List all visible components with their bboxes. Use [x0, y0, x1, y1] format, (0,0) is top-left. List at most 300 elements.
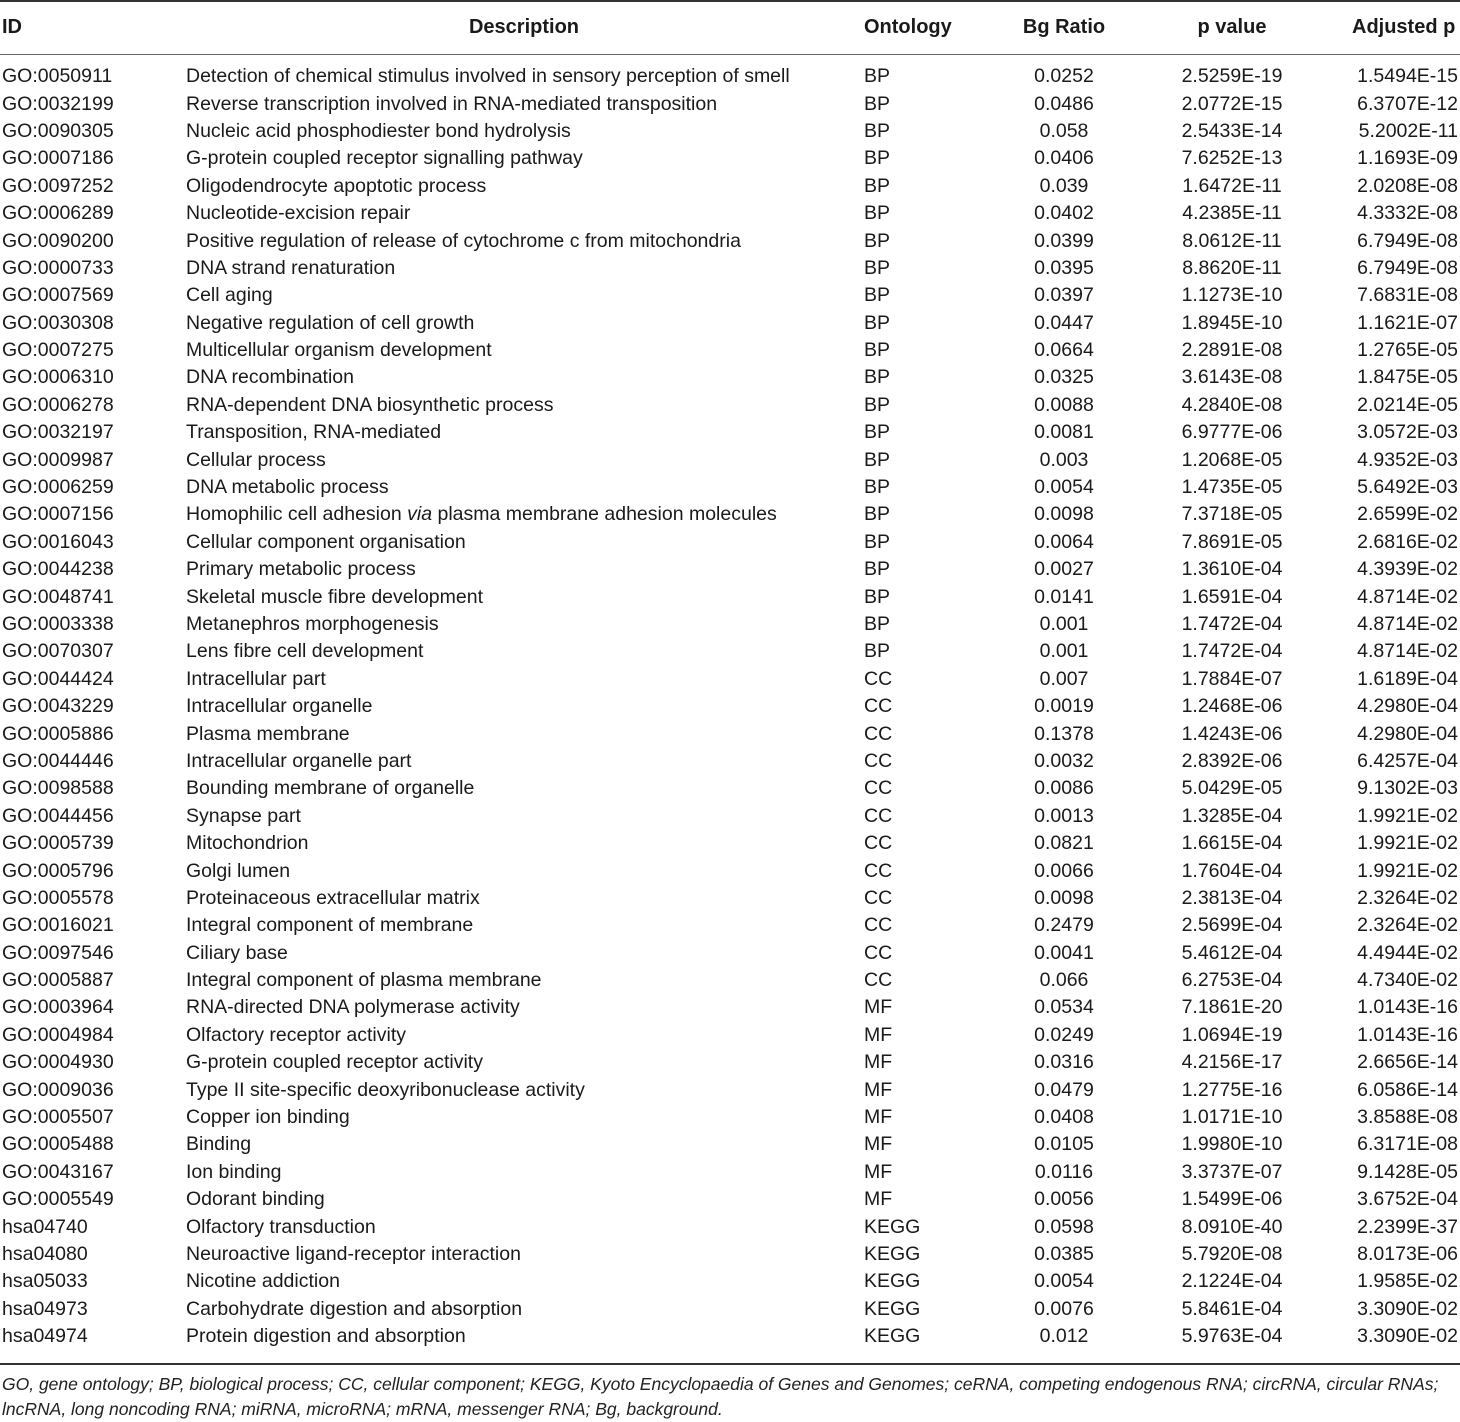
cell-bg-ratio: 0.0088	[1034, 393, 1094, 416]
cell-id: GO:0007186	[2, 147, 114, 170]
cell-bg-ratio: 0.0249	[1034, 1023, 1094, 1046]
cell-p-value: 7.1861E-20	[1181, 996, 1283, 1019]
cell-p-value: 1.7884E-07	[1181, 667, 1283, 690]
cell-p-value: 6.9777E-06	[1181, 421, 1283, 444]
cell-p-value: 2.3813E-04	[1181, 886, 1283, 909]
cell-id: GO:0007275	[2, 339, 114, 362]
cell-adjusted-p: 1.8475E-05	[1357, 366, 1458, 389]
cell-description: Intracellular part	[186, 667, 326, 690]
cell-id: GO:0070307	[2, 640, 114, 663]
cell-adjusted-p: 3.3090E-02	[1357, 1325, 1458, 1348]
cell-ontology: BP	[864, 339, 891, 362]
cell-id: GO:0090200	[2, 229, 114, 252]
cell-adjusted-p: 2.6599E-02	[1357, 503, 1458, 526]
cell-description: Integral component of membrane	[186, 914, 474, 937]
cell-id: GO:0097252	[2, 174, 114, 197]
cell-bg-ratio: 0.0013	[1034, 804, 1094, 827]
cell-adjusted-p: 2.3264E-02	[1357, 886, 1458, 909]
cell-description: Ion binding	[186, 1160, 282, 1183]
cell-ontology: CC	[864, 804, 893, 827]
cell-description: Plasma membrane	[186, 722, 350, 745]
cell-adjusted-p: 6.3707E-12	[1357, 92, 1458, 115]
table-row	[0, 885, 1460, 912]
cell-description: G-protein coupled receptor activity	[186, 1051, 483, 1074]
cell-p-value: 7.8691E-05	[1181, 530, 1283, 553]
cell-id: GO:0005488	[2, 1133, 114, 1156]
cell-adjusted-p: 7.6831E-08	[1357, 284, 1458, 307]
cell-adjusted-p: 2.6656E-14	[1357, 1051, 1458, 1074]
cell-bg-ratio: 0.0479	[1034, 1078, 1094, 1101]
cell-adjusted-p: 4.7340E-02	[1357, 969, 1458, 992]
cell-p-value: 1.4243E-06	[1181, 722, 1283, 745]
header-p-value: p value	[1197, 16, 1267, 38]
cell-id: GO:0006289	[2, 202, 114, 225]
table-row	[0, 227, 1460, 254]
bottom-rule	[0, 1363, 1460, 1365]
cell-ontology: MF	[864, 1051, 893, 1074]
cell-p-value: 5.7920E-08	[1181, 1242, 1283, 1265]
table-row	[0, 803, 1460, 830]
cell-description: Neuroactive ligand-receptor interaction	[186, 1242, 521, 1265]
table-row	[0, 173, 1460, 200]
cell-bg-ratio: 0.0098	[1034, 886, 1094, 909]
cell-adjusted-p: 4.2980E-04	[1357, 722, 1458, 745]
cell-bg-ratio: 0.058	[1039, 119, 1089, 142]
cell-adjusted-p: 2.2399E-37	[1357, 1215, 1458, 1238]
header-description: Description	[468, 16, 580, 38]
table-row	[0, 419, 1460, 446]
cell-description: Carbohydrate digestion and absorption	[186, 1297, 523, 1320]
cell-ontology: CC	[864, 749, 893, 772]
cell-id: GO:0007156	[2, 503, 114, 526]
cell-description: Binding	[186, 1133, 252, 1156]
cell-description: Synapse part	[186, 804, 301, 827]
cell-id: GO:0030308	[2, 311, 114, 334]
table-row	[0, 994, 1460, 1021]
cell-id: GO:0044456	[2, 804, 114, 827]
table-row	[0, 474, 1460, 501]
cell-p-value: 1.7472E-04	[1181, 640, 1283, 663]
cell-bg-ratio: 0.0116	[1034, 1160, 1094, 1183]
cell-ontology: KEGG	[864, 1215, 921, 1238]
cell-ontology: KEGG	[864, 1297, 921, 1320]
cell-ontology: BP	[864, 476, 891, 499]
table-row	[0, 967, 1460, 994]
table-row	[0, 446, 1460, 473]
cell-description: DNA metabolic process	[186, 476, 389, 499]
cell-adjusted-p: 2.0208E-08	[1357, 174, 1458, 197]
table-row	[0, 1323, 1460, 1350]
table-row	[0, 529, 1460, 556]
cell-description: Proteinaceous extracellular matrix	[186, 886, 480, 909]
cell-ontology: BP	[864, 147, 891, 170]
cell-id: GO:0032199	[2, 92, 114, 115]
cell-ontology: MF	[864, 1133, 893, 1156]
table-row	[0, 55, 1460, 90]
cell-id: GO:0005549	[2, 1188, 114, 1211]
cell-p-value: 2.0772E-15	[1181, 92, 1283, 115]
table-row	[0, 1022, 1460, 1049]
cell-adjusted-p: 1.9921E-02	[1357, 804, 1458, 827]
cell-id: GO:0098588	[2, 777, 114, 800]
cell-bg-ratio: 0.0081	[1034, 421, 1094, 444]
table-row	[0, 693, 1460, 720]
cell-ontology: BP	[864, 174, 891, 197]
cell-ontology: BP	[864, 65, 891, 88]
cell-description: Oligodendrocyte apoptotic process	[186, 174, 487, 197]
cell-description: Multicellular organism development	[186, 339, 492, 362]
cell-bg-ratio: 0.0821	[1034, 832, 1094, 855]
cell-bg-ratio: 0.0406	[1034, 147, 1094, 170]
cell-ontology: CC	[864, 941, 893, 964]
header-bg-ratio: Bg Ratio	[1022, 16, 1106, 38]
table-row	[0, 1131, 1460, 1158]
table-row	[0, 255, 1460, 282]
cell-description: Olfactory receptor activity	[186, 1023, 406, 1046]
cell-p-value: 3.3737E-07	[1181, 1160, 1283, 1183]
cell-id: GO:0004930	[2, 1051, 114, 1074]
cell-id: GO:0009987	[2, 448, 114, 471]
table-row	[0, 1296, 1460, 1323]
cell-description: Nicotine addiction	[186, 1270, 340, 1293]
cell-ontology: MF	[864, 1023, 893, 1046]
cell-description: Skeletal muscle fibre development	[186, 585, 483, 608]
cell-id: GO:0097546	[2, 941, 114, 964]
table-row	[0, 1159, 1460, 1186]
cell-description: Nucleic acid phosphodiester bond hydrolysis	[186, 119, 571, 142]
cell-description: Reverse transcription involved in RNA-mediated transposition	[186, 92, 718, 115]
cell-adjusted-p: 1.5494E-15	[1357, 65, 1458, 88]
table-row	[0, 501, 1460, 528]
cell-ontology: BP	[864, 421, 891, 444]
cell-bg-ratio: 0.0385	[1034, 1242, 1094, 1265]
table-row	[0, 1186, 1460, 1213]
cell-p-value: 5.8461E-04	[1181, 1297, 1283, 1320]
cell-adjusted-p: 4.8714E-02	[1357, 640, 1458, 663]
cell-bg-ratio: 0.1378	[1034, 722, 1094, 745]
header-ontology: Ontology	[864, 16, 952, 38]
cell-bg-ratio: 0.012	[1039, 1325, 1089, 1348]
cell-p-value: 8.8620E-11	[1182, 256, 1282, 279]
cell-description: Positive regulation of release of cytochrome c from mitochondria	[186, 229, 741, 252]
cell-ontology: BP	[864, 92, 891, 115]
cell-p-value: 6.2753E-04	[1181, 969, 1283, 992]
cell-bg-ratio: 0.0105	[1034, 1133, 1094, 1156]
cell-ontology: MF	[864, 1106, 893, 1129]
cell-ontology: MF	[864, 1078, 893, 1101]
table-row	[0, 556, 1460, 583]
cell-description: Homophilic cell adhesion via plasma membrane adhesion molecules	[186, 503, 777, 526]
cell-id: GO:0043229	[2, 695, 114, 718]
cell-ontology: KEGG	[864, 1242, 921, 1265]
table-row	[0, 118, 1460, 145]
cell-adjusted-p: 1.9585E-02	[1357, 1270, 1458, 1293]
cell-bg-ratio: 0.0141	[1034, 585, 1094, 608]
cell-bg-ratio: 0.0486	[1034, 92, 1094, 115]
cell-bg-ratio: 0.0054	[1034, 1270, 1094, 1293]
cell-id: GO:0003338	[2, 613, 114, 635]
cell-description: Negative regulation of cell growth	[186, 311, 475, 334]
cell-ontology: BP	[864, 613, 891, 635]
cell-adjusted-p: 8.0173E-06	[1357, 1242, 1458, 1265]
cell-id: hsa04973	[2, 1297, 88, 1320]
cell-adjusted-p: 1.0143E-16	[1357, 1023, 1458, 1046]
cell-adjusted-p: 1.1621E-07	[1357, 311, 1458, 334]
cell-p-value: 2.1224E-04	[1181, 1270, 1283, 1293]
cell-p-value: 8.0910E-40	[1181, 1215, 1283, 1238]
cell-id: GO:0004984	[2, 1023, 114, 1046]
cell-ontology: BP	[864, 585, 891, 608]
table-row	[0, 748, 1460, 775]
cell-id: GO:0006259	[2, 476, 114, 499]
cell-description: Detection of chemical stimulus involved in sensory perception of smell	[186, 65, 790, 88]
table-row	[0, 912, 1460, 939]
table-row	[0, 145, 1460, 172]
cell-p-value: 1.2775E-16	[1181, 1078, 1283, 1101]
cell-bg-ratio: 0.0054	[1034, 476, 1094, 499]
cell-p-value: 7.6252E-13	[1181, 147, 1283, 170]
cell-id: hsa04740	[2, 1215, 88, 1238]
table-row	[0, 1213, 1460, 1240]
cell-p-value: 1.5499E-06	[1181, 1188, 1283, 1211]
cell-p-value: 1.0171E-10	[1181, 1106, 1283, 1129]
table-row	[0, 337, 1460, 364]
cell-adjusted-p: 6.7949E-08	[1357, 256, 1458, 279]
cell-description: Transposition, RNA-mediated	[186, 421, 442, 444]
cell-description: RNA-dependent DNA biosynthetic process	[186, 393, 554, 416]
cell-bg-ratio: 0.0056	[1034, 1188, 1094, 1211]
cell-bg-ratio: 0.0397	[1034, 284, 1094, 307]
cell-adjusted-p: 1.2765E-05	[1357, 339, 1458, 362]
cell-ontology: CC	[864, 969, 893, 992]
cell-ontology: BP	[864, 284, 891, 307]
cell-ontology: BP	[864, 393, 891, 416]
cell-id: GO:0050911	[2, 65, 113, 88]
cell-id: GO:0016043	[2, 530, 114, 553]
table-row	[0, 666, 1460, 693]
cell-ontology: BP	[864, 558, 891, 581]
cell-description: Mitochondrion	[186, 832, 309, 855]
cell-ontology: BP	[864, 202, 891, 225]
cell-description: Intracellular organelle part	[186, 749, 412, 772]
cell-adjusted-p: 4.8714E-02	[1357, 585, 1458, 608]
cell-bg-ratio: 0.066	[1039, 969, 1089, 992]
cell-p-value: 1.1273E-10	[1181, 284, 1283, 307]
cell-adjusted-p: 1.9921E-02	[1357, 859, 1458, 882]
cell-ontology: BP	[864, 640, 891, 663]
cell-description: Odorant binding	[186, 1188, 325, 1211]
cell-description: Intracellular organelle	[186, 695, 373, 718]
cell-adjusted-p: 6.3171E-08	[1357, 1133, 1458, 1156]
cell-adjusted-p: 5.2002E-11	[1358, 119, 1458, 142]
cell-adjusted-p: 6.4257E-04	[1357, 749, 1458, 772]
cell-ontology: BP	[864, 530, 891, 553]
cell-adjusted-p: 3.3090E-02	[1357, 1297, 1458, 1320]
cell-id: GO:0000733	[2, 256, 114, 279]
cell-description: Lens fibre cell development	[186, 640, 424, 663]
cell-bg-ratio: 0.0041	[1034, 941, 1094, 964]
cell-bg-ratio: 0.0027	[1034, 558, 1094, 581]
cell-ontology: CC	[864, 859, 893, 882]
cell-ontology: MF	[864, 1160, 893, 1183]
cell-p-value: 2.5259E-19	[1181, 65, 1283, 88]
cell-p-value: 1.7604E-04	[1181, 859, 1283, 882]
cell-id: GO:0006310	[2, 366, 114, 389]
cell-id: GO:0005796	[2, 859, 114, 882]
table-row	[0, 392, 1460, 419]
cell-bg-ratio: 0.0076	[1034, 1297, 1094, 1320]
cell-id: hsa04080	[2, 1242, 88, 1265]
cell-description: DNA strand renaturation	[186, 256, 396, 279]
cell-adjusted-p: 1.6189E-04	[1357, 667, 1458, 690]
cell-p-value: 2.2891E-08	[1181, 339, 1283, 362]
table-row	[0, 583, 1460, 610]
cell-id: GO:0044446	[2, 749, 114, 772]
cell-ontology: CC	[864, 722, 893, 745]
cell-id: GO:0006278	[2, 393, 114, 416]
cell-bg-ratio: 0.0408	[1034, 1106, 1094, 1129]
cell-bg-ratio: 0.0032	[1034, 749, 1094, 772]
cell-ontology: KEGG	[864, 1325, 921, 1348]
table-row	[0, 830, 1460, 857]
cell-bg-ratio: 0.0019	[1034, 695, 1094, 718]
cell-bg-ratio: 0.0252	[1034, 65, 1094, 88]
cell-id: GO:0044238	[2, 558, 114, 581]
cell-bg-ratio: 0.039	[1039, 174, 1089, 197]
cell-p-value: 1.9980E-10	[1181, 1133, 1283, 1156]
table-row	[0, 1049, 1460, 1076]
cell-id: GO:0007569	[2, 284, 114, 307]
cell-p-value: 2.5433E-14	[1181, 119, 1283, 142]
cell-description: Cellular process	[186, 448, 326, 471]
cell-description: Golgi lumen	[186, 859, 291, 882]
cell-ontology: CC	[864, 832, 893, 855]
cell-p-value: 1.7472E-04	[1181, 613, 1283, 635]
cell-bg-ratio: 0.0447	[1034, 311, 1094, 334]
cell-ontology: BP	[864, 311, 891, 334]
cell-ontology: CC	[864, 695, 893, 718]
cell-description: DNA recombination	[186, 366, 354, 389]
cell-bg-ratio: 0.0098	[1034, 503, 1094, 526]
table-row	[0, 1268, 1460, 1295]
cell-id: GO:0005886	[2, 722, 114, 745]
cell-p-value: 5.9763E-04	[1181, 1325, 1283, 1348]
cell-p-value: 5.4612E-04	[1181, 941, 1283, 964]
cell-p-value: 1.0694E-19	[1181, 1023, 1283, 1046]
cell-adjusted-p: 2.3264E-02	[1357, 914, 1458, 937]
cell-id: hsa05033	[2, 1270, 88, 1293]
table-row	[0, 857, 1460, 884]
header-adjusted-p: Adjusted p	[1352, 16, 1456, 38]
cell-id: GO:0016021	[2, 914, 114, 937]
table-row	[0, 1104, 1460, 1131]
cell-id: GO:0003964	[2, 996, 114, 1019]
cell-bg-ratio: 0.0402	[1034, 202, 1094, 225]
cell-bg-ratio: 0.0399	[1034, 229, 1094, 252]
cell-id: GO:0009036	[2, 1078, 114, 1101]
table-row	[0, 720, 1460, 747]
cell-adjusted-p: 1.1693E-09	[1357, 147, 1458, 170]
cell-p-value: 2.8392E-06	[1181, 749, 1283, 772]
cell-bg-ratio: 0.0534	[1034, 996, 1094, 1019]
cell-bg-ratio: 0.0325	[1034, 366, 1094, 389]
cell-ontology: CC	[864, 777, 893, 800]
cell-description: Cellular component organisation	[186, 530, 466, 553]
cell-p-value: 1.3610E-04	[1181, 558, 1283, 581]
cell-description: Copper ion binding	[186, 1106, 350, 1129]
table-row	[0, 200, 1460, 227]
cell-description: G-protein coupled receptor signalling pathway	[186, 147, 583, 170]
cell-description: Ciliary base	[186, 941, 288, 964]
cell-bg-ratio: 0.001	[1039, 613, 1089, 635]
cell-bg-ratio: 0.0395	[1034, 256, 1094, 279]
cell-id: GO:0090305	[2, 119, 114, 142]
table-row	[0, 611, 1460, 638]
header-row	[0, 0, 1460, 55]
cell-ontology: BP	[864, 119, 891, 142]
cell-description: Metanephros morphogenesis	[186, 613, 439, 635]
table-row	[0, 638, 1460, 665]
cell-ontology: BP	[864, 366, 891, 389]
cell-p-value: 1.6472E-11	[1182, 174, 1282, 197]
table-footnote: GO, gene ontology; BP, biological process; CC, cellular component; KEGG, Kyoto Encyclopaedia of Genes and Genomes; ceRNA, competing endogenous RNA; circRNA, circular RNAs; lncRNA, long noncoding RNA; miRNA, microRNA; mRNA, messenger RNA; Bg, background.	[2, 1374, 1439, 1419]
cell-p-value: 1.3285E-04	[1181, 804, 1283, 827]
cell-adjusted-p: 6.0586E-14	[1357, 1078, 1458, 1101]
cell-adjusted-p: 4.9352E-03	[1357, 448, 1458, 471]
cell-adjusted-p: 9.1302E-03	[1357, 777, 1458, 800]
cell-p-value: 5.0429E-05	[1181, 777, 1283, 800]
cell-adjusted-p: 2.6816E-02	[1357, 530, 1458, 553]
table-row	[0, 940, 1460, 967]
cell-p-value: 1.8945E-10	[1181, 311, 1283, 334]
cell-description: Olfactory transduction	[186, 1215, 376, 1238]
cell-id: GO:0005578	[2, 886, 114, 909]
cell-adjusted-p: 4.3332E-08	[1357, 202, 1458, 225]
cell-description: Primary metabolic process	[186, 558, 416, 581]
cell-adjusted-p: 5.6492E-03	[1357, 476, 1458, 499]
cell-bg-ratio: 0.0066	[1034, 859, 1094, 882]
cell-bg-ratio: 0.003	[1039, 448, 1089, 471]
cell-ontology: MF	[864, 1188, 893, 1211]
table-row	[0, 1241, 1460, 1268]
table-row	[0, 310, 1460, 337]
cell-p-value: 8.0612E-11	[1182, 229, 1282, 252]
table-row	[0, 282, 1460, 309]
cell-ontology: MF	[864, 996, 893, 1019]
cell-description: RNA-directed DNA polymerase activity	[186, 996, 520, 1019]
cell-ontology: BP	[864, 256, 891, 279]
table-body	[0, 55, 1460, 1350]
cell-ontology: CC	[864, 914, 893, 937]
cell-bg-ratio: 0.0664	[1034, 339, 1094, 362]
cell-bg-ratio: 0.2479	[1034, 914, 1094, 937]
table-row	[0, 1076, 1460, 1103]
table-row	[0, 775, 1460, 802]
cell-id: GO:0005887	[2, 969, 114, 992]
cell-ontology: KEGG	[864, 1270, 921, 1293]
cell-id: GO:0032197	[2, 421, 114, 444]
header-id: ID	[2, 16, 22, 38]
cell-description: Cell aging	[186, 284, 273, 307]
cell-adjusted-p: 1.0143E-16	[1357, 996, 1458, 1019]
cell-p-value: 1.6615E-04	[1181, 832, 1283, 855]
cell-ontology: BP	[864, 503, 891, 526]
cell-adjusted-p: 9.1428E-05	[1357, 1160, 1458, 1183]
cell-p-value: 1.4735E-05	[1181, 476, 1283, 499]
cell-adjusted-p: 3.8588E-08	[1357, 1106, 1458, 1129]
cell-description: Nucleotide-excision repair	[186, 202, 411, 225]
cell-adjusted-p: 2.0214E-05	[1357, 393, 1458, 416]
